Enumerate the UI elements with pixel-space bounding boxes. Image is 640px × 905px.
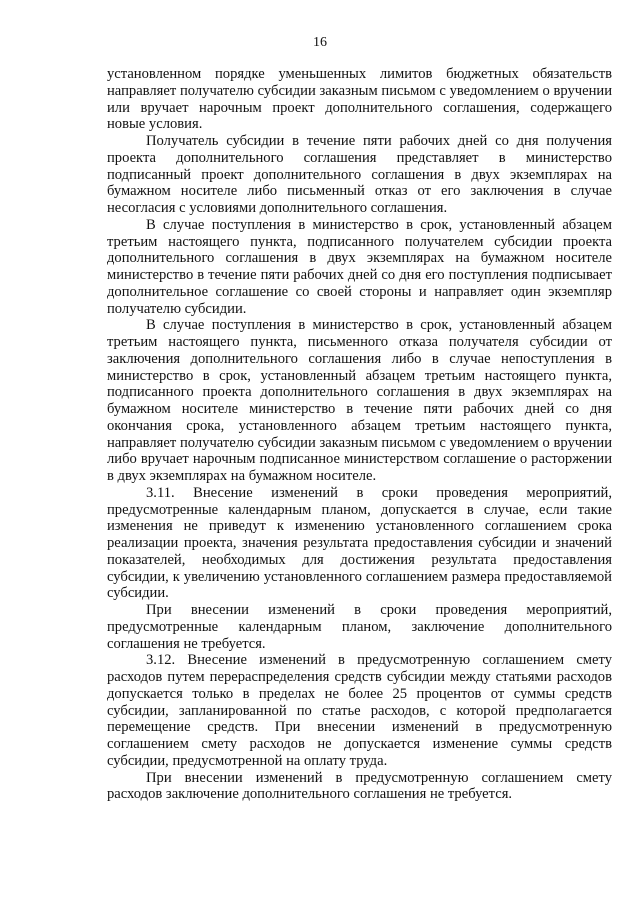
paragraph-3-11-note: При внесении изменений в сроки проведения мероприятий, предусмотренные календарным планом, заключение дополнительного соглашения не требуется. bbox=[107, 602, 612, 652]
paragraph-signed-project: В случае поступления в министерство в срок, установленный абзацем третьим настоящего пункта, подписанного получателем субсидии проекта дополнительного соглашения в двух экземплярах на бумажном носителе министерство в течение пяти рабочих дней со дня его поступления подписывает дополнительное соглашение со своей стороны и направляет один экземпляр получателю субсидии. bbox=[107, 216, 612, 317]
document-body bbox=[107, 66, 612, 803]
paragraph-3-12: 3.12. Внесение изменений в предусмотренную соглашением смету расходов путем перераспределения средств субсидии между статьями расходов допускается только в пределах не более 25 процентов от суммы средств субсидии, запланированной по статье расходов, с которой предполагается перемещение средств. При внесении изменений в предусмотренную соглашением смету расходов не допускается изменение суммы средств субсидии, предусмотренной на оплату труда. bbox=[107, 652, 612, 769]
paragraph-3-11: 3.11. Внесение изменений в сроки проведения мероприятий, предусмотренные календарным планом, допускается в случае, если такие изменения не приведут к изменению установленного соглашением срока реализации проекта, значения результата предоставления субсидии и значений показателей, необходимых для достижения результата предоставления субсидии, к увеличению установленного соглашением размера предоставляемой субсидии. bbox=[107, 484, 612, 602]
paragraph-recipient-response: Получатель субсидии в течение пяти рабочих дней со дня получения проекта дополнительного соглашения представляет в министерство подписанный проект дополнительного соглашения в двух экземплярах на бумажном носителе либо письменный отказ от его заключения в случае несогласия с условиями дополнительного соглашения. bbox=[107, 133, 612, 216]
paragraph-continuation: установленном порядке уменьшенных лимитов бюджетных обязательств направляет получателю субсидии заказным письмом с уведомлением о вручении или вручает нарочным проект дополнительного соглашения, содержащего новые условия. bbox=[107, 66, 612, 133]
paragraph-refusal: В случае поступления в министерство в срок, установленный абзацем третьим настоящего пункта, письменного отказа получателя субсидии от заключения дополнительного соглашения либо в случае непоступления в министерство в срок, установленный абзацем третьим настоящего пункта, подписанного проекта дополнительного соглашения в двух экземплярах на бумажном носителе министерство в течение пяти рабочих дней со дня окончания срока, установленного абзацем третьим настоящего пункта, направляет получателю субсидии заказным письмом с уведомлением о вручении либо вручает нарочным подписанное министерством соглашение о расторжении в двух экземплярах на бумажном носителе. bbox=[107, 317, 612, 484]
paragraph-3-12-note: При внесении изменений в предусмотренную соглашением смету расходов заключение дополнительного соглашения не требуется. bbox=[107, 769, 612, 803]
page-number: 16 bbox=[313, 35, 327, 50]
